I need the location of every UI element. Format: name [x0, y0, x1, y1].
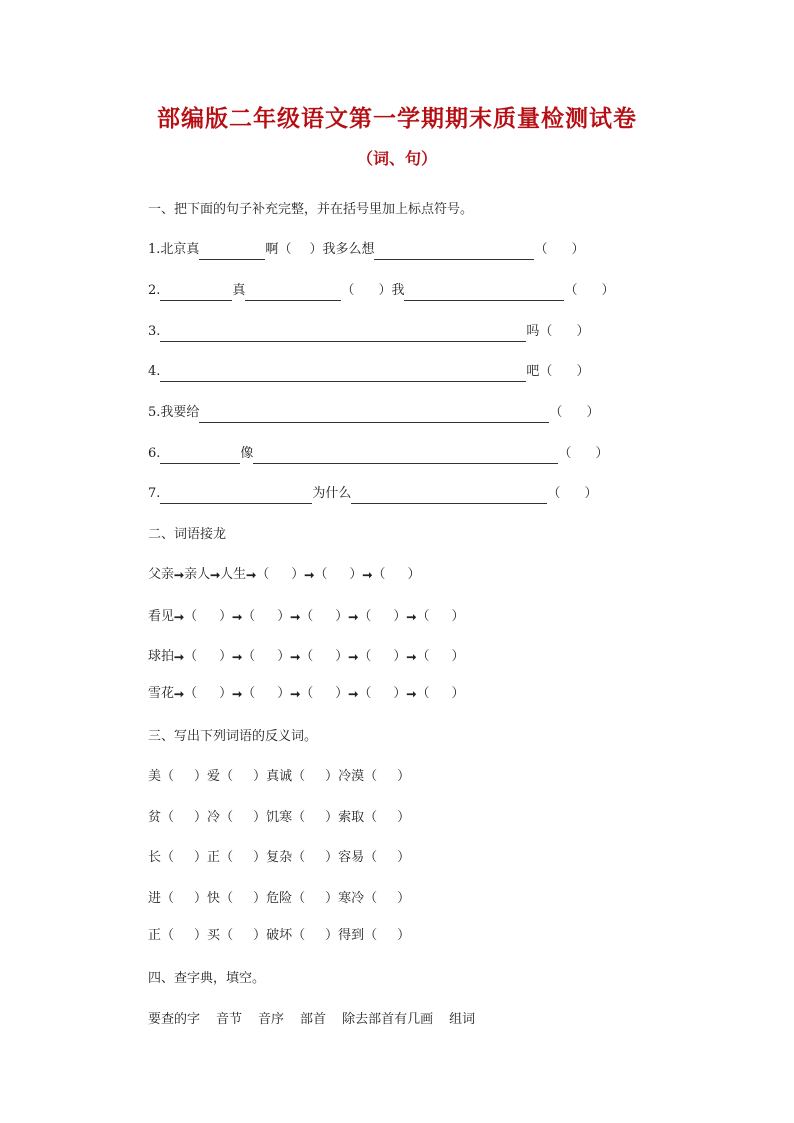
right-paren: ） — [194, 769, 208, 784]
antonym-word: 饥寒 — [266, 810, 293, 825]
item-text: 北京真 — [160, 242, 200, 257]
antonym-word: 索取 — [338, 810, 365, 825]
right-paren: ） — [397, 810, 411, 825]
word-chain-row-1 — [148, 565, 420, 585]
word-chain-row-4 — [148, 684, 464, 704]
left-paren: （ — [278, 242, 292, 257]
column-header: 要查的字 — [148, 1012, 201, 1027]
left-paren: （ — [534, 242, 548, 257]
right-paren: ） — [253, 891, 267, 906]
left-paren: （ — [358, 686, 372, 701]
antonym-word: 贫 — [148, 810, 162, 825]
left-paren: （ — [416, 686, 430, 701]
left-paren: （ — [364, 891, 378, 906]
column-header: 音序 — [258, 1012, 285, 1027]
left-paren: （ — [314, 567, 328, 582]
item-number: 2. — [148, 283, 161, 298]
left-paren: （ — [292, 769, 306, 784]
left-paren: （ — [256, 567, 270, 582]
left-paren: （ — [161, 769, 175, 784]
right-paren: ） — [253, 850, 267, 865]
section4-heading: 四、查字典，填空。 — [148, 971, 266, 986]
right-paren: ） — [219, 609, 233, 624]
left-paren: （ — [416, 649, 430, 664]
arrow-icon: ➞ — [232, 687, 243, 701]
antonym-word: 美 — [148, 769, 162, 784]
column-header: 除去部首有几画 — [342, 1012, 434, 1027]
arrow-icon: ➞ — [246, 568, 257, 582]
item-text: 为什么 — [312, 486, 352, 501]
right-paren: ） — [309, 242, 323, 257]
right-paren: ） — [393, 649, 407, 664]
sentence-item-7 — [148, 484, 597, 504]
left-paren: （ — [558, 446, 572, 461]
antonym-word: 冷漠 — [338, 769, 365, 784]
antonym-row-1 — [148, 767, 410, 787]
left-paren: （ — [220, 850, 234, 865]
item-text: 吧 — [526, 364, 540, 379]
right-paren: ） — [397, 928, 411, 943]
item-number: 5. — [148, 405, 161, 420]
antonym-word: 长 — [148, 850, 162, 865]
right-paren: ） — [277, 649, 291, 664]
antonym-word: 得到 — [338, 928, 365, 943]
arrow-icon: ➞ — [210, 568, 221, 582]
sentence-item-6 — [148, 444, 608, 464]
answer-blank[interactable] — [199, 244, 265, 260]
section2-heading: 二、词语接龙 — [148, 527, 227, 542]
arrow-icon: ➞ — [406, 687, 417, 701]
arrow-icon: ➞ — [174, 610, 185, 624]
column-header: 音节 — [216, 1012, 243, 1027]
left-paren: （ — [372, 567, 386, 582]
arrow-icon: ➞ — [348, 610, 359, 624]
right-paren: ） — [194, 891, 208, 906]
chain-word: 亲人 — [184, 567, 211, 582]
left-paren: （ — [292, 850, 306, 865]
chain-word: 看见 — [148, 609, 175, 624]
antonym-word: 复杂 — [266, 850, 293, 865]
answer-blank[interactable] — [160, 448, 240, 464]
chain-word: 父亲 — [148, 567, 175, 582]
page-title: 部编版二年级语文第一学期期末质量检测试卷 — [157, 106, 637, 132]
left-paren: （ — [161, 810, 175, 825]
left-paren: （ — [358, 609, 372, 624]
sentence-item-5 — [148, 403, 599, 423]
left-paren: （ — [242, 649, 256, 664]
chain-word: 球拍 — [148, 649, 175, 664]
right-paren: ） — [277, 686, 291, 701]
right-paren: ） — [595, 446, 609, 461]
item-text: 吗 — [526, 324, 540, 339]
right-paren: ） — [407, 567, 421, 582]
left-paren: （ — [416, 609, 430, 624]
arrow-icon: ➞ — [348, 687, 359, 701]
sentence-item-2 — [148, 281, 615, 301]
word-chain-row-3 — [148, 647, 464, 667]
left-paren: （ — [364, 850, 378, 865]
right-paren: ） — [194, 850, 208, 865]
antonym-row-4 — [148, 889, 410, 909]
answer-blank[interactable] — [199, 407, 549, 423]
left-paren: （ — [184, 686, 198, 701]
left-paren: （ — [242, 686, 256, 701]
left-paren: （ — [539, 364, 553, 379]
left-paren: （ — [564, 283, 578, 298]
right-paren: ） — [576, 364, 590, 379]
right-paren: ） — [219, 649, 233, 664]
right-paren: ） — [325, 928, 339, 943]
left-paren: （ — [364, 928, 378, 943]
left-paren: （ — [220, 769, 234, 784]
antonym-word: 快 — [207, 891, 221, 906]
antonym-word: 冷 — [207, 810, 221, 825]
left-paren: （ — [364, 769, 378, 784]
right-paren: ） — [194, 928, 208, 943]
item-number: 6. — [148, 446, 161, 461]
right-paren: ） — [253, 928, 267, 943]
antonym-row-3 — [148, 848, 410, 868]
left-paren: （ — [300, 609, 314, 624]
answer-blank[interactable] — [404, 285, 564, 301]
arrow-icon: ➞ — [348, 650, 359, 664]
chain-word: 雪花 — [148, 686, 175, 701]
right-paren: ） — [393, 609, 407, 624]
arrow-icon: ➞ — [290, 687, 301, 701]
answer-blank[interactable] — [160, 366, 526, 382]
antonym-word: 破坏 — [266, 928, 293, 943]
right-paren: ） — [378, 283, 392, 298]
arrow-icon: ➞ — [174, 687, 185, 701]
left-paren: （ — [292, 810, 306, 825]
item-number: 7. — [148, 486, 161, 501]
answer-blank[interactable] — [374, 244, 534, 260]
right-paren: ） — [335, 609, 349, 624]
arrow-icon: ➞ — [232, 650, 243, 664]
antonym-word: 寒冷 — [338, 891, 365, 906]
left-paren: （ — [364, 810, 378, 825]
left-paren: （ — [242, 609, 256, 624]
arrow-icon: ➞ — [406, 610, 417, 624]
arrow-icon: ➞ — [304, 568, 315, 582]
left-paren: （ — [220, 891, 234, 906]
left-paren: （ — [341, 283, 355, 298]
right-paren: ） — [253, 810, 267, 825]
right-paren: ） — [325, 769, 339, 784]
column-header: 组词 — [449, 1012, 476, 1027]
right-paren: ） — [393, 686, 407, 701]
antonym-word: 真诚 — [266, 769, 293, 784]
answer-blank[interactable] — [351, 488, 547, 504]
left-paren: （ — [184, 609, 198, 624]
antonym-word: 爱 — [207, 769, 221, 784]
chain-word: 人生 — [220, 567, 247, 582]
right-paren: ） — [451, 609, 465, 624]
item-number: 4. — [148, 364, 161, 379]
arrow-icon: ➞ — [406, 650, 417, 664]
arrow-icon: ➞ — [174, 568, 185, 582]
antonym-word: 正 — [207, 850, 221, 865]
right-paren: ） — [335, 686, 349, 701]
right-paren: ） — [335, 649, 349, 664]
right-paren: ） — [586, 405, 600, 420]
page-subtitle: （词、句） — [356, 149, 437, 168]
left-paren: （ — [358, 649, 372, 664]
right-paren: ） — [397, 891, 411, 906]
right-paren: ） — [571, 242, 585, 257]
left-paren: （ — [184, 649, 198, 664]
answer-blank[interactable] — [245, 285, 341, 301]
right-paren: ） — [397, 850, 411, 865]
left-paren: （ — [300, 649, 314, 664]
section3-heading: 三、写出下列词语的反义词。 — [148, 729, 318, 744]
left-paren: （ — [292, 928, 306, 943]
left-paren: （ — [549, 405, 563, 420]
sentence-item-4 — [148, 362, 589, 382]
item-number: 1. — [148, 242, 161, 257]
right-paren: ） — [194, 810, 208, 825]
left-paren: （ — [547, 486, 561, 501]
sentence-item-3 — [148, 322, 589, 342]
right-paren: ） — [325, 850, 339, 865]
sentence-item-1 — [148, 240, 585, 260]
left-paren: （ — [220, 810, 234, 825]
item-text: 我要给 — [160, 405, 200, 420]
arrow-icon: ➞ — [232, 610, 243, 624]
antonym-row-5 — [148, 926, 410, 946]
right-paren: ） — [451, 686, 465, 701]
arrow-icon: ➞ — [290, 650, 301, 664]
right-paren: ） — [253, 769, 267, 784]
right-paren: ） — [349, 567, 363, 582]
antonym-word: 进 — [148, 891, 162, 906]
left-paren: （ — [161, 928, 175, 943]
right-paren: ） — [291, 567, 305, 582]
answer-blank[interactable] — [160, 488, 312, 504]
arrow-icon: ➞ — [362, 568, 373, 582]
right-paren: ） — [277, 609, 291, 624]
right-paren: ） — [451, 649, 465, 664]
left-paren: （ — [292, 891, 306, 906]
left-paren: （ — [539, 324, 553, 339]
arrow-icon: ➞ — [174, 650, 185, 664]
antonym-word: 容易 — [338, 850, 365, 865]
left-paren: （ — [161, 850, 175, 865]
right-paren: ） — [601, 283, 615, 298]
right-paren: ） — [325, 891, 339, 906]
antonym-word: 危险 — [266, 891, 293, 906]
section1-heading: 一、把下面的句子补充完整，并在括号里加上标点符号。 — [148, 202, 474, 217]
answer-blank[interactable] — [253, 448, 558, 464]
arrow-icon: ➞ — [290, 610, 301, 624]
item-text: 我多么想 — [322, 242, 375, 257]
item-text: 真 — [232, 283, 246, 298]
right-paren: ） — [584, 486, 598, 501]
column-header: 部首 — [300, 1012, 327, 1027]
antonym-row-2 — [148, 808, 410, 828]
antonym-word: 买 — [207, 928, 221, 943]
answer-blank[interactable] — [160, 285, 232, 301]
word-chain-row-2 — [148, 607, 464, 627]
answer-blank[interactable] — [160, 326, 526, 342]
right-paren: ） — [397, 769, 411, 784]
left-paren: （ — [300, 686, 314, 701]
left-paren: （ — [161, 891, 175, 906]
item-text: 啊 — [265, 242, 279, 257]
right-paren: ） — [219, 686, 233, 701]
item-text: 像 — [240, 446, 254, 461]
right-paren: ） — [576, 324, 590, 339]
item-number: 3. — [148, 324, 161, 339]
item-text: 我 — [391, 283, 405, 298]
antonym-word: 正 — [148, 928, 162, 943]
dictionary-table-header — [148, 1010, 475, 1030]
right-paren: ） — [325, 810, 339, 825]
left-paren: （ — [220, 928, 234, 943]
